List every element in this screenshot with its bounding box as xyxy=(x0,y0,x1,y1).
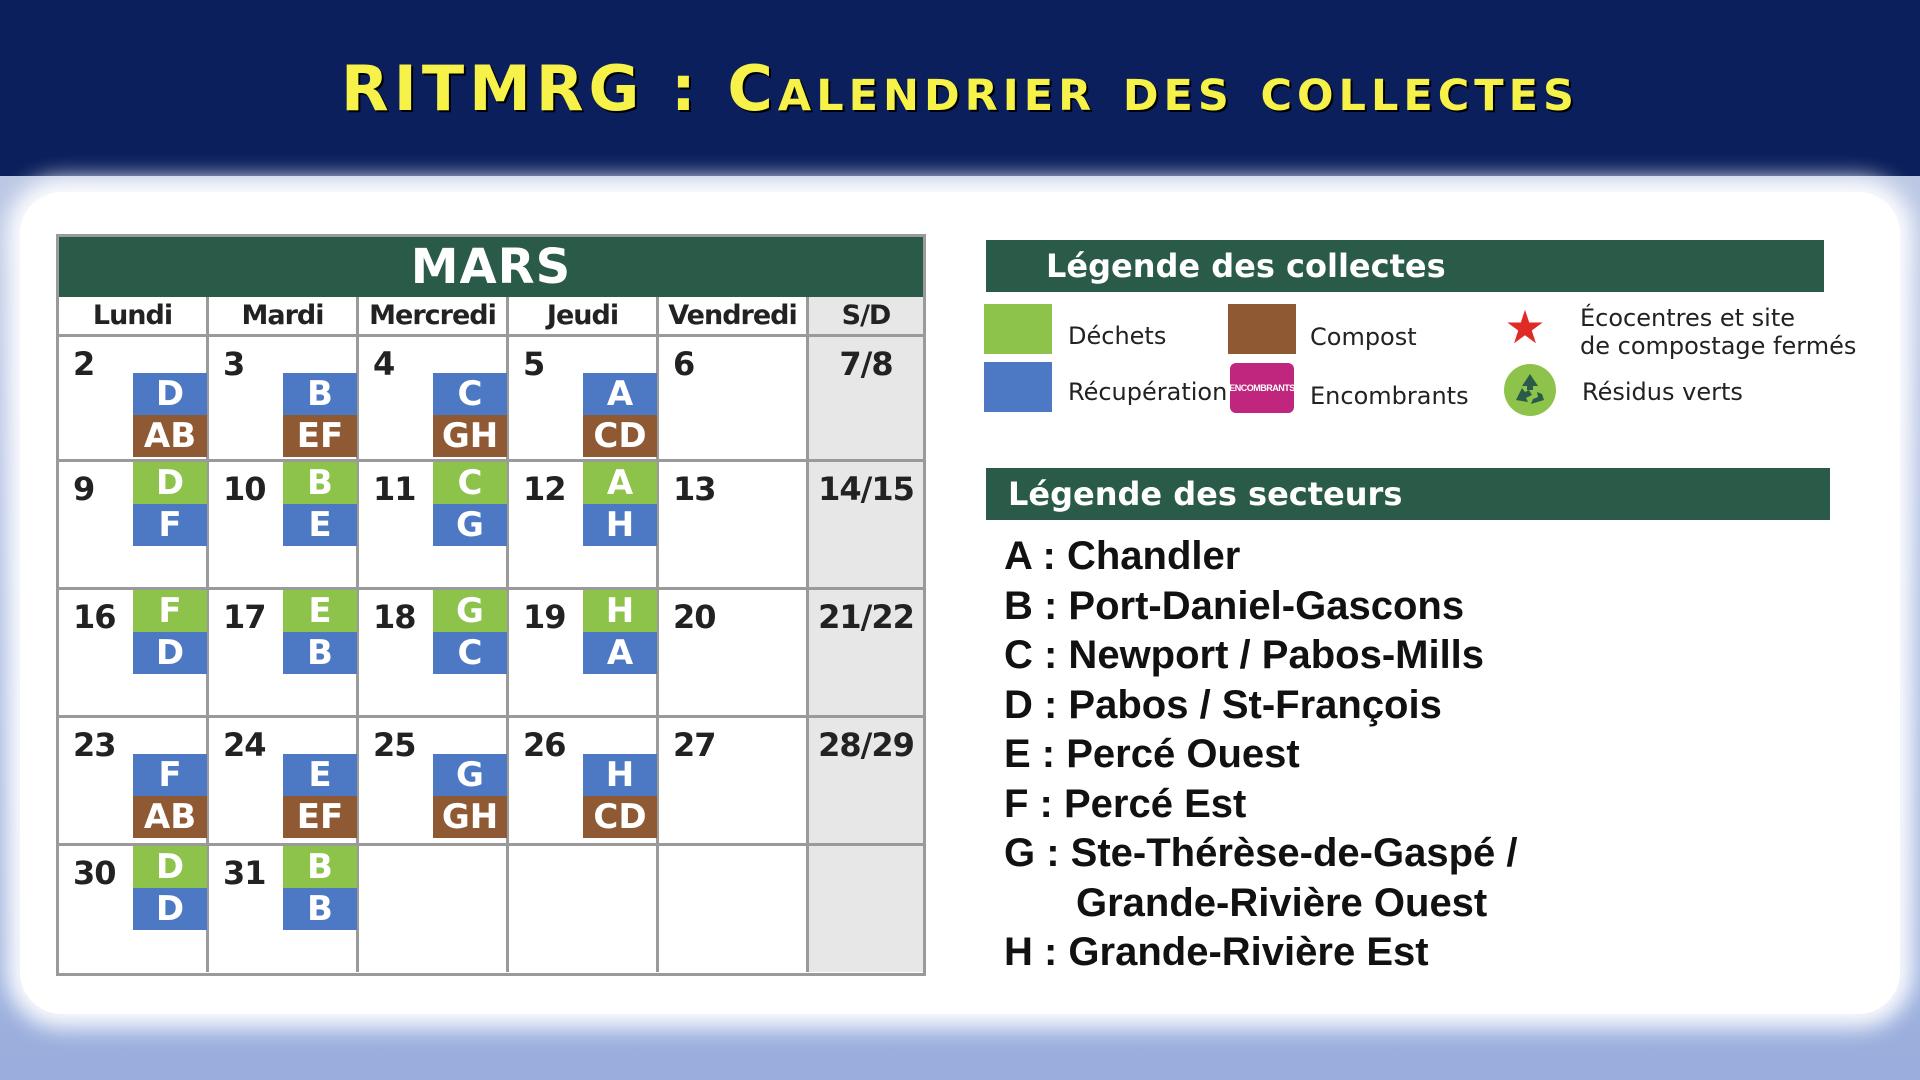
day-cell xyxy=(209,846,359,972)
day-header-2: Mercredi xyxy=(359,297,509,337)
collection-tag-recup: D xyxy=(133,373,207,415)
day-number: 28/29 xyxy=(818,726,914,764)
day-cell xyxy=(809,846,923,972)
day-number: 11 xyxy=(373,470,416,508)
collection-tag-recup: A xyxy=(583,632,657,674)
day-number: 13 xyxy=(673,470,716,508)
compost-label: Compost xyxy=(1310,323,1417,351)
collection-tag-recup: G xyxy=(433,754,507,796)
day-cell xyxy=(209,337,359,462)
collection-tag-dechets: F xyxy=(133,590,207,632)
collection-tag-recup: B xyxy=(283,888,357,930)
day-number: 31 xyxy=(223,854,266,892)
day-cell xyxy=(59,462,209,590)
day-cell xyxy=(359,718,509,846)
day-cell xyxy=(359,337,509,462)
day-header-0: Lundi xyxy=(59,297,209,337)
day-number: 30 xyxy=(73,854,116,892)
sector-d: D : Pabos / St-François xyxy=(1004,683,1442,727)
day-cell xyxy=(509,337,659,462)
sector-b: B : Port-Daniel-Gascons xyxy=(1004,584,1465,628)
day-cell xyxy=(59,337,209,462)
collection-tag-recup: E xyxy=(283,504,357,546)
collection-tag-compost: AB xyxy=(133,796,207,838)
day-number: 18 xyxy=(373,598,416,636)
day-number: 4 xyxy=(373,345,395,383)
recuperation-label: Récupération xyxy=(1068,378,1228,406)
recycle-icon xyxy=(1504,364,1556,416)
day-number: 21/22 xyxy=(818,598,914,636)
collection-tag-compost: CD xyxy=(583,415,657,457)
day-number: 25 xyxy=(373,726,416,764)
legend-secteurs-title-text: Légende des secteurs xyxy=(1008,475,1403,513)
collection-tag-recup: H xyxy=(583,504,657,546)
encombrants-label: Encombrants xyxy=(1310,382,1469,410)
collection-tag-recup: G xyxy=(433,504,507,546)
day-number: 7/8 xyxy=(839,345,893,383)
encombrants-icon-text: ENCOMBRANTS xyxy=(1229,383,1295,393)
couch-icon xyxy=(1230,363,1294,413)
day-number: 2 xyxy=(73,345,95,383)
sector-a: A : Chandler xyxy=(1004,534,1241,578)
day-cell xyxy=(209,718,359,846)
collection-tag-compost: AB xyxy=(133,415,207,457)
collection-tag-dechets: B xyxy=(283,846,357,888)
star-icon: ★ xyxy=(1504,300,1546,354)
page-title: RITMRG : Calendrier des collectes xyxy=(341,51,1579,125)
sector-c: C : Newport / Pabos-Mills xyxy=(1004,633,1485,677)
day-number: 23 xyxy=(73,726,116,764)
collection-tag-recup: B xyxy=(283,373,357,415)
day-cell xyxy=(809,718,923,846)
collection-tag-recup: C xyxy=(433,632,507,674)
day-cell xyxy=(509,462,659,590)
collection-tag-dechets: D xyxy=(133,462,207,504)
day-cell xyxy=(509,590,659,718)
day-number: 24 xyxy=(223,726,266,764)
day-number: 19 xyxy=(523,598,566,636)
day-cell xyxy=(509,718,659,846)
day-cell xyxy=(659,590,809,718)
day-cell xyxy=(509,846,659,972)
collection-tag-recup: C xyxy=(433,373,507,415)
day-number: 14/15 xyxy=(818,470,914,508)
day-cell xyxy=(59,590,209,718)
collection-tag-recup: D xyxy=(133,632,207,674)
collection-tag-recup: B xyxy=(283,632,357,674)
day-number: 26 xyxy=(523,726,566,764)
month-title: MARS xyxy=(59,237,923,297)
collection-tag-compost: GH xyxy=(433,415,507,457)
recuperation-swatch xyxy=(984,362,1052,412)
day-number: 20 xyxy=(673,598,716,636)
day-number: 12 xyxy=(523,470,566,508)
collection-tag-dechets: B xyxy=(283,462,357,504)
collection-tag-recup: F xyxy=(133,754,207,796)
calendar xyxy=(56,234,926,976)
day-number: 6 xyxy=(673,345,695,383)
ecocentres-label-line2: de compostage fermés xyxy=(1580,332,1857,360)
day-cell xyxy=(809,462,923,590)
day-number: 10 xyxy=(223,470,266,508)
day-cell xyxy=(59,718,209,846)
collection-tag-recup: H xyxy=(583,754,657,796)
sector-g-continued: Grande-Rivière Ouest xyxy=(1076,881,1488,925)
collection-tag-dechets: D xyxy=(133,846,207,888)
day-number: 9 xyxy=(73,470,95,508)
collection-tag-recup: A xyxy=(583,373,657,415)
legend-secteurs-title xyxy=(986,468,1830,520)
collection-tag-dechets: E xyxy=(283,590,357,632)
day-cell xyxy=(659,462,809,590)
day-number: 27 xyxy=(673,726,716,764)
collection-tag-recup: D xyxy=(133,888,207,930)
day-header-3: Jeudi xyxy=(509,297,659,337)
day-cell xyxy=(809,337,923,462)
collection-tag-compost: CD xyxy=(583,796,657,838)
collection-tag-dechets: A xyxy=(583,462,657,504)
compost-swatch xyxy=(1228,304,1296,354)
day-header-1: Mardi xyxy=(209,297,359,337)
day-cell xyxy=(809,590,923,718)
sector-h: H : Grande-Rivière Est xyxy=(1004,930,1429,974)
collection-tag-compost: EF xyxy=(283,415,357,457)
collection-tag-dechets: C xyxy=(433,462,507,504)
legend-collectes-title-text: Légende des collectes xyxy=(1046,247,1446,285)
legend-collectes-title xyxy=(986,240,1824,292)
day-cell xyxy=(659,846,809,972)
collection-tag-dechets: H xyxy=(583,590,657,632)
day-header-4: Vendredi xyxy=(659,297,809,337)
day-cell xyxy=(659,718,809,846)
day-cell xyxy=(59,846,209,972)
day-cell xyxy=(209,462,359,590)
day-number: 17 xyxy=(223,598,266,636)
collection-tag-dechets: G xyxy=(433,590,507,632)
dechets-swatch xyxy=(984,304,1052,354)
day-cell xyxy=(359,462,509,590)
day-number: 16 xyxy=(73,598,116,636)
day-cell xyxy=(359,846,509,972)
day-cell xyxy=(659,337,809,462)
day-cell xyxy=(209,590,359,718)
day-header-5: S/D xyxy=(809,297,923,337)
day-cell xyxy=(359,590,509,718)
ecocentres-label-line1: Écocentres et site xyxy=(1580,304,1796,332)
header-bar xyxy=(0,0,1920,176)
collection-tag-recup: F xyxy=(133,504,207,546)
dechets-label: Déchets xyxy=(1068,322,1167,350)
collection-tag-compost: GH xyxy=(433,796,507,838)
collection-tag-compost: EF xyxy=(283,796,357,838)
collection-tag-recup: E xyxy=(283,754,357,796)
sector-e: E : Percé Ouest xyxy=(1004,732,1300,776)
day-number: 5 xyxy=(523,345,545,383)
day-number: 3 xyxy=(223,345,245,383)
residus-verts-label: Résidus verts xyxy=(1582,378,1743,406)
sector-g: G : Ste-Thérèse-de-Gaspé / xyxy=(1004,831,1518,875)
sector-f: F : Percé Est xyxy=(1004,782,1247,826)
